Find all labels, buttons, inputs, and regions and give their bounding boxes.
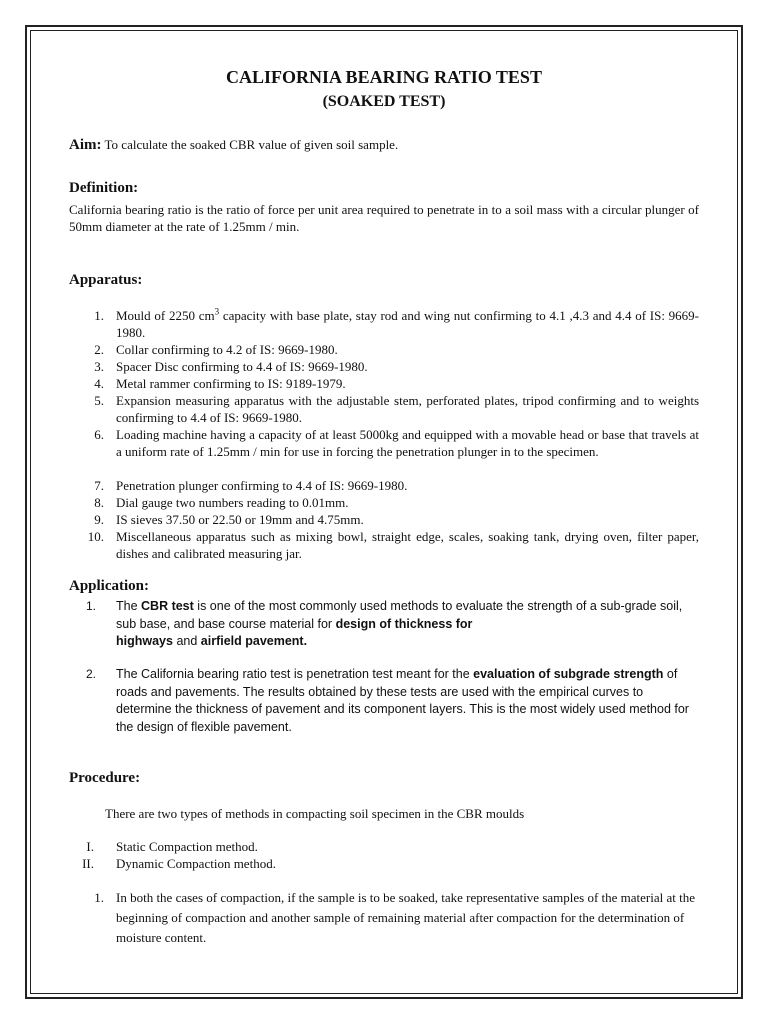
procedure-method-2: Dynamic Compaction method. xyxy=(116,856,276,871)
definition-text: California bearing ratio is the ratio of force per unit area required to penetrate in to a soil mass with a circular plunger of 50mm diameter at the rate of 1.25mm / min. xyxy=(69,202,699,234)
document-title: CALIFORNIA BEARING RATIO TEST xyxy=(226,67,542,87)
bold-evaluation-of-subgrade: evaluation of subgrade strength xyxy=(473,667,664,681)
application-item-2 xyxy=(116,666,700,736)
application-item-2-number: 2. xyxy=(85,667,96,681)
apparatus-item-2: Collar confirming to 4.2 of IS: 9669-1980. xyxy=(116,342,338,357)
aim-label: Aim: xyxy=(69,137,102,153)
apparatus-item-5: Expansion measuring apparatus with the adjustable stem, perforated plates, tripod confirming and to weights confirming to 4.4 of IS: 9669-1980. xyxy=(116,393,699,425)
bold-airfield-pavement: airfield pavement. xyxy=(200,634,308,648)
apparatus-item-5-number: 5. xyxy=(94,393,104,408)
application-heading: Application: xyxy=(69,578,150,594)
apparatus-item-2-number: 2. xyxy=(94,342,104,357)
apparatus-item-3-number: 3. xyxy=(94,359,104,374)
apparatus-item-7: Penetration plunger confirming to 4.4 of IS: 9669-1980. xyxy=(116,478,408,493)
apparatus-item-1-text-a: Mould of 2250 cm xyxy=(116,308,215,323)
apparatus-item-1-text-b: capacity with base plate, stay rod and wing nut confirming to 4.1 ,4.3 and 4.4 of IS: 9669-1980. xyxy=(116,308,699,340)
application-item-1-text-a: The xyxy=(116,599,142,613)
apparatus-item-4-number: 4. xyxy=(94,376,104,391)
apparatus-item-8-number: 8. xyxy=(94,495,104,510)
procedure-method-1-number: I. xyxy=(86,839,94,854)
apparatus-item-3: Spacer Disc confirming to 4.4 of IS: 9669-1980. xyxy=(116,359,368,374)
apparatus-item-6: Loading machine having a capacity of at least 5000kg and equipped with a movable head or base that travels at a uniform rate of 1.25mm / min for use in forcing the penetration plunger in to the specimen. xyxy=(116,427,699,459)
document-subtitle: (SOAKED TEST) xyxy=(322,93,446,110)
procedure-heading: Procedure: xyxy=(69,770,141,786)
procedure-intro: There are two types of methods in compacting soil specimen in the CBR moulds xyxy=(105,806,525,821)
apparatus-item-4: Metal rammer confirming to IS: 9189-1979. xyxy=(116,376,346,391)
bold-cbr-test: CBR test xyxy=(141,599,194,613)
apparatus-heading: Apparatus: xyxy=(69,272,143,288)
application-item-2-text-a: The California bearing ratio test is penetration test meant for the xyxy=(116,667,474,681)
definition-heading: Definition: xyxy=(69,180,139,196)
apparatus-item-7-number: 7. xyxy=(94,478,104,493)
apparatus-item-1-number: 1. xyxy=(94,308,104,323)
apparatus-item-10-number: 10. xyxy=(87,529,104,544)
bold-highways: highways xyxy=(116,634,173,648)
apparatus-item-1 xyxy=(116,307,699,341)
bold-design-of-thickness: design of thickness for xyxy=(335,616,473,631)
apparatus-item-9: IS sieves 37.50 or 22.50 or 19mm and 4.75mm. xyxy=(116,512,364,527)
apparatus-item-8: Dial gauge two numbers reading to 0.01mm. xyxy=(116,495,349,510)
application-item-1-text-c: is one of the most commonly used methods to evaluate the strength of a sub-grade soil, sub base, and base course material for xyxy=(116,599,683,631)
aim-paragraph xyxy=(69,136,709,154)
application-item-2-text-c: of roads and pavements. The results obtained by these tests are used with the empirical curves to determine the thickness of pavement and its component layers. This is the most widely used method for the design of flexible pavement. xyxy=(116,667,689,734)
apparatus-item-6-number: 6. xyxy=(94,427,104,442)
superscript: 3 xyxy=(214,306,220,317)
procedure-method-1: Static Compaction method. xyxy=(116,839,258,854)
procedure-step-1: In both the cases of compaction, if the sample is to be soaked, take representative samples of the material at the beginning of compaction and another sample of remaining material after compaction for the determination of moisture content. xyxy=(116,890,696,945)
application-item-1 xyxy=(116,598,692,651)
apparatus-item-10: Miscellaneous apparatus such as mixing bowl, straight edge, scales, soaking tank, drying oven, filter paper, dishes and calibrated measuring jar. xyxy=(116,529,699,561)
procedure-step-1-number: 1. xyxy=(94,890,104,905)
procedure-method-2-number: II. xyxy=(82,856,94,871)
apparatus-item-9-number: 9. xyxy=(94,512,104,527)
application-item-1-text-d: and xyxy=(172,634,201,648)
application-item-1-number: 1. xyxy=(85,599,96,613)
aim-text: To calculate the soaked CBR value of given soil sample. xyxy=(104,137,399,152)
